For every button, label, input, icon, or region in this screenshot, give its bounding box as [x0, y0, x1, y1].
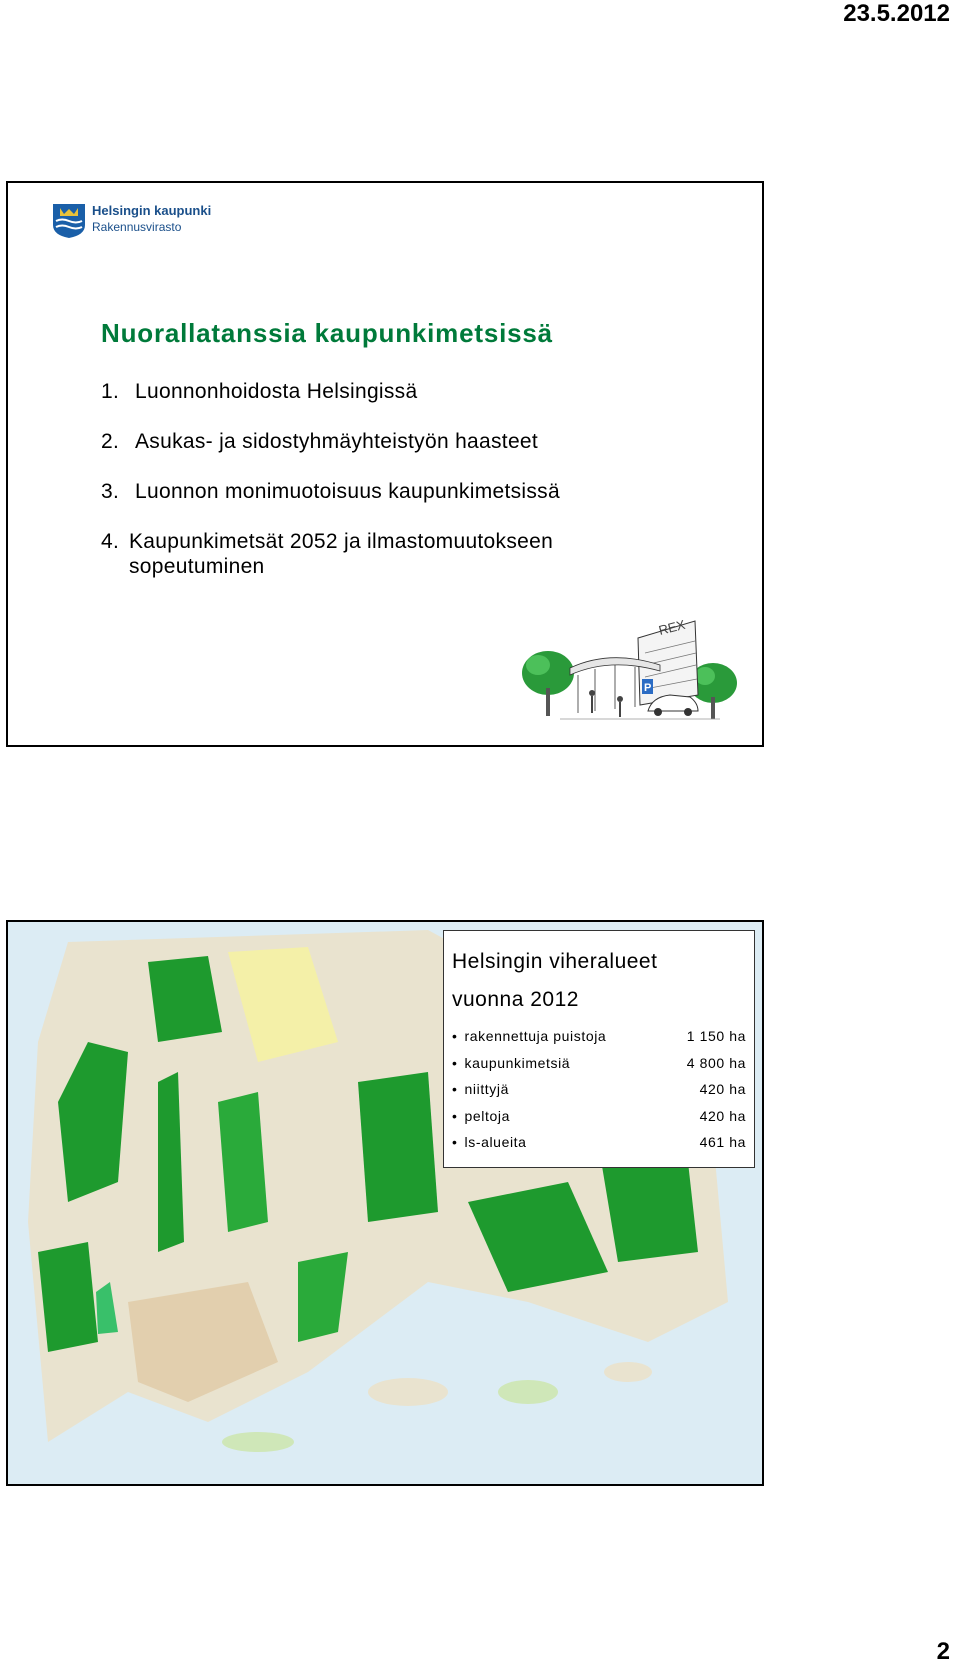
legend-title-line-2: vuonna 2012: [452, 988, 579, 1011]
slide-2: [6, 920, 764, 1486]
agenda-item: [101, 479, 621, 504]
legend-row: [452, 1129, 746, 1156]
agenda-item-number: 4.: [101, 530, 120, 553]
legend-value: 420 ha: [699, 1107, 746, 1124]
agenda-item-text: Luonnonhoidosta Helsingissä: [135, 380, 418, 403]
legend-row: [452, 1103, 746, 1130]
agenda-item-text: Kaupunkimetsät 2052 ja ilmastomuutokseen sopeutuminen: [129, 530, 554, 578]
rex-sign: REX: [657, 616, 687, 638]
legend-label: • kaupunkimetsiä: [452, 1050, 570, 1077]
legend-label: • peltoja: [452, 1103, 510, 1130]
agenda-item: [101, 379, 621, 404]
legend-value: 420 ha: [699, 1081, 746, 1097]
legend-box: [443, 930, 755, 1168]
slide-1: [6, 181, 764, 747]
legend-row: [452, 1050, 746, 1077]
agenda-list: [101, 379, 621, 604]
agenda-item: [101, 429, 621, 454]
legend-row: [452, 1023, 746, 1050]
legend-value: 4 800 ha: [686, 1054, 746, 1071]
logo-organization: Helsingin kaupunki: [92, 203, 212, 218]
agenda-item-text: Luonnon monimuotoisuus kaupunkimetsissä: [135, 480, 560, 503]
legend-title-line-1: Helsingin viheralueet: [452, 950, 658, 973]
legend-row: [452, 1076, 746, 1103]
logo: [52, 203, 211, 239]
agenda-item-text: Asukas- ja sidostyhmäyhteistyön haasteet: [135, 430, 539, 453]
legend-label: • rakennettuja puistoja: [452, 1023, 606, 1050]
parking-sign: P: [644, 682, 652, 694]
legend-label: • niittyjä: [452, 1076, 509, 1103]
agenda-item-number: 1.: [101, 380, 120, 403]
agenda-item: [101, 529, 621, 579]
legend-value: 461 ha: [699, 1134, 746, 1150]
agenda-item-number: 2.: [101, 430, 120, 453]
header-date: 23.5.2012: [843, 0, 950, 27]
logo-department: Rakennusvirasto: [92, 220, 182, 234]
helsinki-crest-icon: [52, 203, 86, 239]
slide-title: Nuorallatanssia kaupunkimetsissä: [101, 318, 553, 348]
legend-label: • ls-alueita: [452, 1129, 527, 1156]
building-illustration: [520, 613, 740, 733]
legend-value: 1 150 ha: [686, 1028, 746, 1044]
agenda-item-number: 3.: [101, 480, 120, 503]
legend-list: [452, 1023, 746, 1156]
page-number: 2: [936, 1638, 950, 1665]
